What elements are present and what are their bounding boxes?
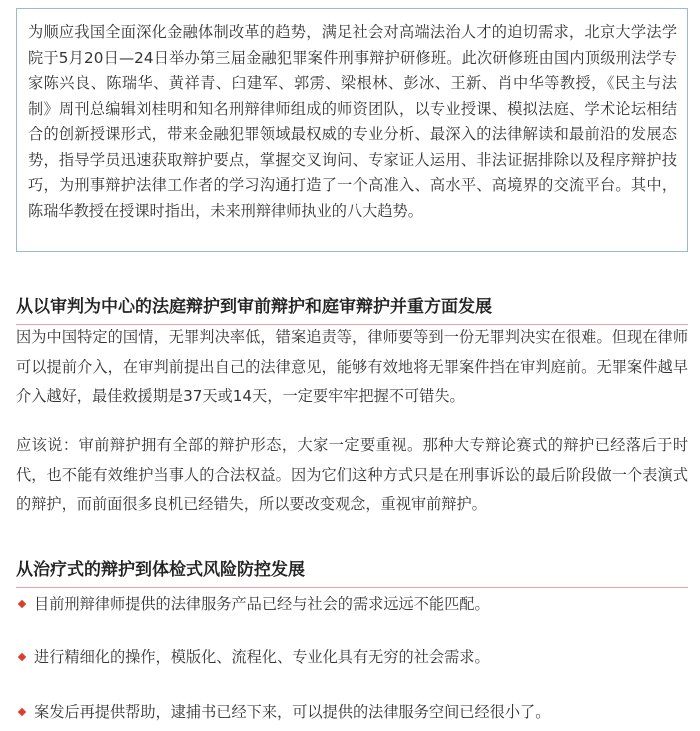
list-item-text: 案发后再提供帮助，逮捕书已经下来，可以提供的法律服务空间已经很小了。	[34, 703, 551, 721]
section-paragraph: 因为中国特定的国情，无罪判决率低，错案追责等，律师要等到一份无罪判决实在很难。但现在律师可以提前介入，在审判前提出自己的法律意见，能够有效地将无罪案件挡在审判庭前。无罪案件越早介入越好，最佳救援期是37天或14天，一定要牢牢把握不可错失。	[16, 328, 688, 405]
list-item	[16, 701, 688, 723]
list-item-text: 进行精细化的操作，模版化、流程化、专业化具有无穷的社会需求。	[34, 648, 490, 666]
diamond-bullet-icon	[18, 600, 26, 608]
list-item	[16, 593, 688, 615]
list-item	[16, 646, 688, 668]
section-paragraph: 应该说：审前辩护拥有全部的辩护形态，大家一定要重视。那种大专辩论赛式的辩护已经落后于时代，也不能有效维护当事人的合法权益。因为它们这种方式只是在刑事诉讼的最后阶段做一个表演式的辩护，而前面很多良机已经错失，所以要改变观念，重视审前辩护。	[16, 436, 688, 513]
diamond-bullet-icon	[18, 708, 26, 716]
section-heading-risk-control: 从治疗式的辩护到体检式风险防控发展	[16, 555, 688, 588]
diamond-bullet-icon	[18, 653, 26, 661]
intro-box	[16, 8, 688, 252]
list-item-text: 目前刑辩律师提供的法律服务产品已经与社会的需求远远不能匹配。	[34, 595, 490, 613]
section-heading-pretrial: 从以审判为中心的法庭辩护到审前辩护和庭审辩护并重方面发展	[16, 292, 688, 325]
intro-text: 为顺应我国全面深化金融体制改革的趋势，满足社会对高端法治人才的迫切需求，北京大学法学院于5月20日—24日举办第三届金融犯罪案件刑事辩护研修班。此次研修班由国内顶级刑法学专家陈兴良、陈瑞华、黄祥青、臼建军、郭雳、梁根林、彭冰、王新、肖中华等教授，《民主与法制》周刊总编辑刘桂明和知名刑辩律师组成的师资团队，以专业授课、模拟法庭、学术论坛相结合的创新授课形式，带来金融犯罪领域最权威的专业分析、最深入的法律解读和最前沿的发展态势，指导学员迅速获取辩护要点，掌握交叉询问、专家证人运用、非法证据排除以及程序辩护技巧，为刑事辩护法律工作者的学习沟通打造了一个高准入、高水平、高境界的交流平台。其中，陈瑞华教授在授课时指出，未来刑辩律师执业的八大趋势。	[28, 23, 677, 220]
